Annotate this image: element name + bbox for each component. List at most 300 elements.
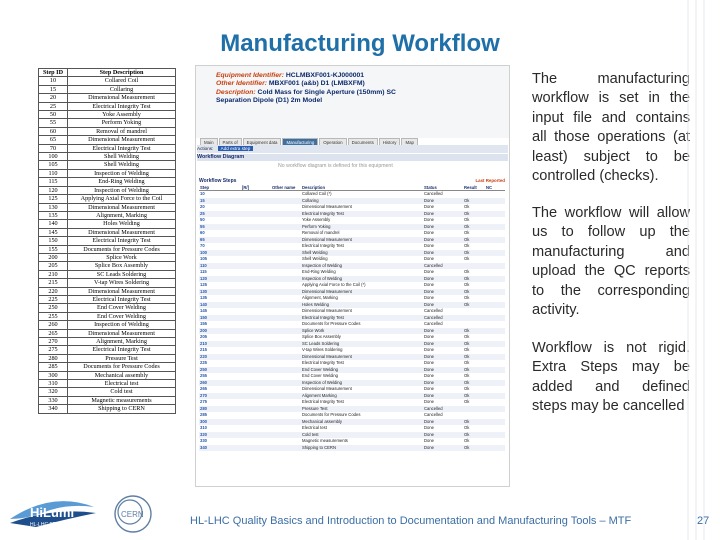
workflow-description: Alignment, Marking [302, 295, 338, 300]
workflow-status: Done [424, 269, 435, 274]
workflow-result: Ok [464, 204, 470, 209]
workflow-step-link[interactable]: 20 [200, 204, 205, 209]
workflow-status: Done [423, 380, 463, 387]
step-id: 310 [39, 380, 68, 388]
step-id: 10 [39, 77, 68, 85]
workflow-description: Inspection of Welding [301, 276, 423, 283]
workflow-other-name [271, 191, 301, 198]
workflow-status: Cancelled [424, 191, 443, 196]
actions-bar [197, 145, 508, 153]
step-id: 135 [39, 211, 68, 219]
workflow-description: Shipping to CERN [301, 445, 423, 452]
workflow-result: Ok [463, 237, 485, 244]
workflow-result: Ok [464, 230, 470, 235]
step-id: 140 [39, 220, 68, 228]
workflow-result: Ok [463, 432, 485, 439]
step-row [39, 153, 176, 161]
step-id: 205 [39, 262, 68, 270]
step-id: 280 [39, 354, 68, 362]
paragraph-2: The workflow will allow us to follow up the manufacturing and upload the QC reports to the corresponding activity. [532, 205, 690, 319]
workflow-description: Yoke Assembly [302, 217, 331, 222]
description-value-2: Separation Dipole (D1) 2m Model [216, 97, 323, 105]
workflow-step-link[interactable]: 135 [200, 295, 207, 300]
step-row [39, 211, 176, 219]
step-description: Electrical Integrity Test [68, 346, 176, 354]
step-row [39, 111, 176, 119]
workflow-description: Dimensional Measurement [301, 354, 423, 361]
step-id: 70 [39, 144, 68, 152]
workflow-result [463, 191, 485, 198]
actions-label: Actions: [197, 146, 214, 151]
step-row [39, 220, 176, 228]
col-result: Result [463, 184, 485, 191]
workflow-revision [241, 445, 271, 452]
step-description: Shell Welding [68, 161, 176, 169]
paragraph-1: The manufacturing workflow is set in the input file and contains all those operations (at least) subject to be controlled (checks). [532, 71, 690, 185]
workflow-result: Ok [464, 360, 470, 365]
workflow-status: Cancelled [423, 406, 463, 413]
workflow-description: Electrical Integrity Test [301, 211, 423, 218]
col-revision: [R/] [241, 184, 271, 191]
step-id: 25 [39, 102, 68, 110]
step-description: Electrical Integrity Test [68, 295, 176, 303]
step-description: Inspection of Welding [68, 321, 176, 329]
step-description: Dimensional Measurement [68, 94, 176, 102]
step-row [39, 388, 176, 396]
step-id: 330 [39, 396, 68, 404]
step-row [39, 228, 176, 236]
step-id: 300 [39, 371, 68, 379]
step-description: Dimensional Measurement [68, 287, 176, 295]
workflow-status: Done [423, 328, 463, 335]
no-diagram-note: No workflow diagram is defined for this equipment [278, 163, 393, 169]
step-description-header: Step Description [68, 69, 176, 77]
last-reported-label: Last Reported [475, 178, 505, 183]
workflow-description: Dimensional Measurement [302, 386, 352, 391]
workflow-step-link[interactable]: 210 [199, 341, 241, 348]
equipment-screenshot [195, 65, 510, 487]
step-id: 260 [39, 321, 68, 329]
workflow-status: Done [423, 354, 463, 361]
description-value: Cold Mass for Single Aperture (150mm) SC [257, 88, 396, 96]
step-description: Electrical Integrity Test [68, 144, 176, 152]
step-row [39, 161, 176, 169]
step-description: Yoke Assembly [68, 111, 176, 119]
workflow-status: Done [424, 373, 435, 378]
step-row [39, 119, 176, 127]
tab-map[interactable]: Map [401, 138, 418, 146]
workflow-step-link[interactable]: 130 [199, 289, 241, 296]
workflow-result: Ok [463, 393, 485, 400]
workflow-status: Cancelled [424, 308, 443, 313]
step-row [39, 262, 176, 270]
workflow-step-link[interactable]: 265 [200, 386, 207, 391]
step-row [39, 178, 176, 186]
step-row [39, 371, 176, 379]
workflow-step-link[interactable]: 65 [199, 237, 241, 244]
workflow-result: Ok [464, 256, 470, 261]
step-row [39, 354, 176, 362]
workflow-step-link[interactable]: 220 [199, 354, 241, 361]
step-table-header [39, 69, 176, 77]
step-id: 130 [39, 203, 68, 211]
step-row [39, 245, 176, 253]
step-row [39, 127, 176, 135]
step-table [38, 68, 176, 414]
col-nc: NC [485, 184, 505, 191]
workflow-description: Inspection of Welding [301, 380, 423, 387]
workflow-description: End Cover Welding [301, 367, 423, 374]
workflow-step-link[interactable]: 330 [200, 438, 207, 443]
workflow-status: Done [423, 367, 463, 374]
step-id: 125 [39, 195, 68, 203]
step-row [39, 186, 176, 194]
workflow-result: Ok [464, 217, 470, 222]
workflow-status: Done [423, 211, 463, 218]
step-description: Electrical Integrity Test [68, 237, 176, 245]
step-description: End Cover Welding [68, 304, 176, 312]
step-description: End Cover Welding [68, 312, 176, 320]
step-row [39, 169, 176, 177]
workflow-step-link[interactable]: 115 [200, 269, 207, 274]
workflow-step-link[interactable]: 145 [200, 308, 207, 313]
workflow-status: Done [424, 425, 435, 430]
step-id: 210 [39, 270, 68, 278]
workflow-step-link[interactable]: 310 [200, 425, 207, 430]
workflow-result: Ok [464, 243, 470, 248]
workflow-description: V-tap Wires Soldering [302, 347, 343, 352]
workflow-step-link[interactable]: 150 [199, 315, 241, 322]
workflow-step-link[interactable]: 285 [200, 412, 207, 417]
workflow-result: Ok [463, 445, 485, 452]
workflow-status: Cancelled [423, 315, 463, 322]
step-row [39, 329, 176, 337]
workflow-description: Dimensional Measurement [302, 308, 352, 313]
workflow-step-link[interactable]: 15 [199, 198, 241, 205]
step-id: 270 [39, 338, 68, 346]
workflow-description: End Cover Welding [302, 373, 339, 378]
workflow-status: Done [423, 289, 463, 296]
workflow-result: Ok [463, 211, 485, 218]
workflow-nc [485, 445, 505, 452]
workflow-description: Collaring [301, 198, 423, 205]
workflow-status: Done [424, 295, 435, 300]
step-id: 340 [39, 405, 68, 413]
step-id: 220 [39, 287, 68, 295]
workflow-status: Done [424, 334, 435, 339]
cern-logo [110, 492, 156, 536]
step-description: Electrical test [68, 380, 176, 388]
workflow-result: Ok [464, 386, 470, 391]
col-other-name: Other name [271, 184, 301, 191]
workflow-status: Done [424, 230, 435, 235]
step-row [39, 136, 176, 144]
step-id: 250 [39, 304, 68, 312]
step-row [39, 338, 176, 346]
workflow-result: Ok [464, 334, 470, 339]
step-row [39, 253, 176, 261]
hilumi-logo [6, 493, 98, 533]
step-description: Perform Yoking [68, 119, 176, 127]
workflow-step-link[interactable]: 340 [199, 445, 241, 452]
workflow-status: Done [423, 224, 463, 231]
workflow-description: Magnetic measurements [302, 438, 348, 443]
equipment-info [216, 72, 396, 106]
workflow-description: Splice Box Assembly [302, 334, 341, 339]
workflow-result: Ok [463, 250, 485, 257]
workflow-step-link[interactable]: 300 [199, 419, 241, 426]
workflow-nc [485, 191, 505, 198]
workflow-step-link[interactable]: 10 [200, 191, 205, 196]
workflow-step-link[interactable]: 320 [199, 432, 241, 439]
step-id: 110 [39, 169, 68, 177]
col-description: Description [301, 184, 423, 191]
workflow-status: Done [424, 360, 435, 365]
other-identifier-value: MBXF001 (a&b) D1 (LMBXFM) [268, 80, 365, 88]
step-row [39, 321, 176, 329]
workflow-step-link[interactable]: 60 [200, 230, 205, 235]
workflow-result: Ok [464, 295, 470, 300]
workflow-result: Ok [463, 198, 485, 205]
step-id: 255 [39, 312, 68, 320]
workflow-status: Done [424, 386, 435, 391]
step-id: 15 [39, 85, 68, 93]
step-id: 50 [39, 111, 68, 119]
add-extra-step-button[interactable]: Add extra step [218, 146, 254, 151]
step-description: Splice Work [68, 253, 176, 261]
step-id: 155 [39, 245, 68, 253]
step-description: Collaring [68, 85, 176, 93]
step-description: Collared Coil [68, 77, 176, 85]
step-row [39, 203, 176, 211]
step-description: Cold test [68, 388, 176, 396]
workflow-step-link[interactable]: 120 [199, 276, 241, 283]
step-row [39, 287, 176, 295]
step-id: 200 [39, 253, 68, 261]
workflow-status: Done [423, 341, 463, 348]
workflow-description: Documents for Pressure Codes [302, 321, 361, 326]
workflow-description: Electrical Integrity Test [301, 315, 423, 322]
step-row [39, 304, 176, 312]
step-row [39, 396, 176, 404]
workflow-status: Done [423, 419, 463, 426]
step-description: Pressure Test [68, 354, 176, 362]
step-id: 150 [39, 237, 68, 245]
step-description: Shipping to CERN [68, 405, 176, 413]
workflow-description: Cold test [301, 432, 423, 439]
step-id: 100 [39, 153, 68, 161]
step-description: Dimensional Measurement [68, 136, 176, 144]
workflow-description: Alignment Marking [301, 393, 423, 400]
workflow-status: Done [423, 393, 463, 400]
step-description: Magnetic measurements [68, 396, 176, 404]
workflow-result: Ok [463, 289, 485, 296]
workflow-status: Done [423, 432, 463, 439]
workflow-result: Ok [464, 347, 470, 352]
step-row [39, 77, 176, 85]
workflow-step-link[interactable]: 205 [200, 334, 207, 339]
step-description: Documents for Pressure Codes [68, 245, 176, 253]
step-id: 225 [39, 295, 68, 303]
workflow-step-link[interactable]: 270 [199, 393, 241, 400]
workflow-revision [241, 191, 271, 198]
step-id: 120 [39, 186, 68, 194]
workflow-description: End-Ring Welding [302, 269, 336, 274]
workflow-description: SC Leads Soldering [301, 341, 423, 348]
workflow-result: Ok [464, 373, 470, 378]
workflow-result: Ok [464, 282, 470, 287]
step-description: Splice Box Assembly [68, 262, 176, 270]
workflow-step-link[interactable]: 70 [200, 243, 205, 248]
workflow-description: Dimensional Measurement [301, 289, 423, 296]
workflow-status: Done [424, 282, 435, 287]
workflow-step-link[interactable]: 50 [200, 217, 205, 222]
step-description: SC Leads Soldering [68, 270, 176, 278]
step-row [39, 380, 176, 388]
workflow-description: Applying Axial Force to the Coil (*) [302, 282, 366, 287]
step-id: 20 [39, 94, 68, 102]
step-description: V-tap Wires Soldering [68, 279, 176, 287]
workflow-other-name [271, 445, 301, 452]
step-description: Dimensional Measurement [68, 329, 176, 337]
workflow-description: Dimensional Measurement [301, 237, 423, 244]
workflow-step-link[interactable]: 100 [199, 250, 241, 257]
other-identifier-label: Other Identifier: [216, 80, 267, 88]
workflow-step-link[interactable]: 125 [200, 282, 207, 287]
workflow-description: Pressure Test [301, 406, 423, 413]
decorative-lines [678, 0, 716, 540]
step-description: Inspection of Welding [68, 186, 176, 194]
workflow-description: Electrical Integrity Test [302, 399, 344, 404]
workflow-step-link[interactable]: 255 [200, 373, 207, 378]
tab-operation[interactable]: Operation [319, 138, 346, 146]
workflow-step-link[interactable]: 215 [200, 347, 207, 352]
tab-parts-of[interactable]: Parts of [219, 138, 242, 146]
step-description: Dimensional Measurement [68, 228, 176, 236]
step-row [39, 85, 176, 93]
step-id-header: Step ID [39, 69, 68, 77]
workflow-status: Done [424, 204, 435, 209]
equipment-identifier-value: HCLMBXF001-KJ000001 [285, 72, 365, 79]
workflow-status: Done [423, 198, 463, 205]
tab-main[interactable]: Main [200, 138, 218, 146]
step-description: Removal of mandrel [68, 127, 176, 135]
description-label: Description: [216, 88, 256, 96]
workflow-description: Inspection of Welding [301, 263, 423, 270]
workflow-step-link[interactable]: 55 [199, 224, 241, 231]
workflow-description: Electrical Integrity Test [302, 243, 344, 248]
workflow-step-link[interactable]: 140 [199, 302, 241, 309]
cern-logo-text: CERN [121, 510, 144, 519]
step-row [39, 312, 176, 320]
step-row [39, 94, 176, 102]
tab-history[interactable]: History [379, 138, 401, 146]
step-description: Applying Axial Force to the Coil [68, 195, 176, 203]
workflow-description: Shell Welding [301, 250, 423, 257]
workflow-result: Ok [464, 269, 470, 274]
tab-documents[interactable]: Documents [348, 138, 378, 146]
workflow-result: Ok [463, 276, 485, 283]
workflow-status: Done [424, 438, 435, 443]
workflow-row[interactable] [199, 445, 505, 452]
step-id: 215 [39, 279, 68, 287]
workflow-result: Ok [463, 328, 485, 335]
col-status: Status [423, 184, 463, 191]
workflow-status: Done [424, 256, 435, 261]
workflow-result: Ok [464, 425, 470, 430]
workflow-result: Ok [464, 438, 470, 443]
workflow-step-link[interactable]: 260 [199, 380, 241, 387]
workflow-description: Dimensional Measurement [302, 204, 352, 209]
workflow-steps-label: Workflow Steps [199, 178, 237, 184]
tab-equipment-data[interactable]: Equipment data [243, 138, 282, 146]
hilumi-logo-text: HiLumi [30, 505, 75, 520]
workflow-status: Done [424, 399, 435, 404]
hilumi-logo-subtext: HL-LHC PROJECT [30, 522, 73, 528]
workflow-description: Splice Work [301, 328, 423, 335]
workflow-step-link[interactable]: 225 [200, 360, 207, 365]
workflow-step-link[interactable]: 25 [199, 211, 241, 218]
step-description: Dimensional Measurement [68, 203, 176, 211]
workflow-result: Ok [463, 341, 485, 348]
step-id: 320 [39, 388, 68, 396]
workflow-description: Perform Yoking [301, 224, 423, 231]
step-id: 265 [39, 329, 68, 337]
workflow-result: Ok [463, 419, 485, 426]
paragraph-3: Workflow is not rigid. Extra Steps may be added and defined steps may be cancelled [532, 340, 690, 415]
workflow-step-link[interactable]: 250 [199, 367, 241, 374]
workflow-step-link[interactable]: 200 [199, 328, 241, 335]
step-id: 285 [39, 363, 68, 371]
step-description: Holes Welding [68, 220, 176, 228]
step-description: End-Ring Welding [68, 178, 176, 186]
workflow-status: Done [423, 302, 463, 309]
step-row [39, 270, 176, 278]
workflow-status: Done [424, 217, 435, 222]
workflow-step-link[interactable]: 110 [199, 263, 241, 270]
workflow-result: Ok [463, 224, 485, 231]
workflow-description: Mechanical assembly [301, 419, 423, 426]
footer-text: HL-LHC Quality Basics and Introduction to Documentation and Manufacturing Tools – MTF [190, 515, 632, 527]
step-description: Mechanical assembly [68, 371, 176, 379]
step-description: Shell Welding [68, 153, 176, 161]
workflow-result: Ok [463, 302, 485, 309]
tab-manufacturing[interactable]: Manufacturing [282, 138, 318, 146]
workflow-diagram-header[interactable]: Workflow Diagram [197, 154, 508, 161]
step-description: Documents for Pressure Codes [68, 363, 176, 371]
workflow-status: Done [423, 250, 463, 257]
workflow-result: Ok [464, 399, 470, 404]
workflow-step-link[interactable]: 280 [199, 406, 241, 413]
workflow-description: Documents for Pressure Codes [302, 412, 361, 417]
workflow-steps-table [199, 184, 505, 451]
workflow-result: Ok [463, 367, 485, 374]
workflow-step-link[interactable]: 155 [200, 321, 207, 326]
workflow-description: Holes Welding [301, 302, 423, 309]
step-id: 145 [39, 228, 68, 236]
step-description: Alignment, Marking [68, 338, 176, 346]
equipment-identifier-label: Equipment Identifier: [216, 72, 284, 79]
workflow-status: Done [423, 237, 463, 244]
workflow-step-link[interactable]: 105 [200, 256, 207, 261]
step-row [39, 144, 176, 152]
workflow-status: Cancelled [424, 412, 443, 417]
step-id: 275 [39, 346, 68, 354]
workflow-step-link[interactable]: 275 [200, 399, 207, 404]
page-title: Manufacturing Workflow [220, 30, 500, 57]
workflow-row[interactable] [199, 191, 505, 198]
step-id: 105 [39, 161, 68, 169]
